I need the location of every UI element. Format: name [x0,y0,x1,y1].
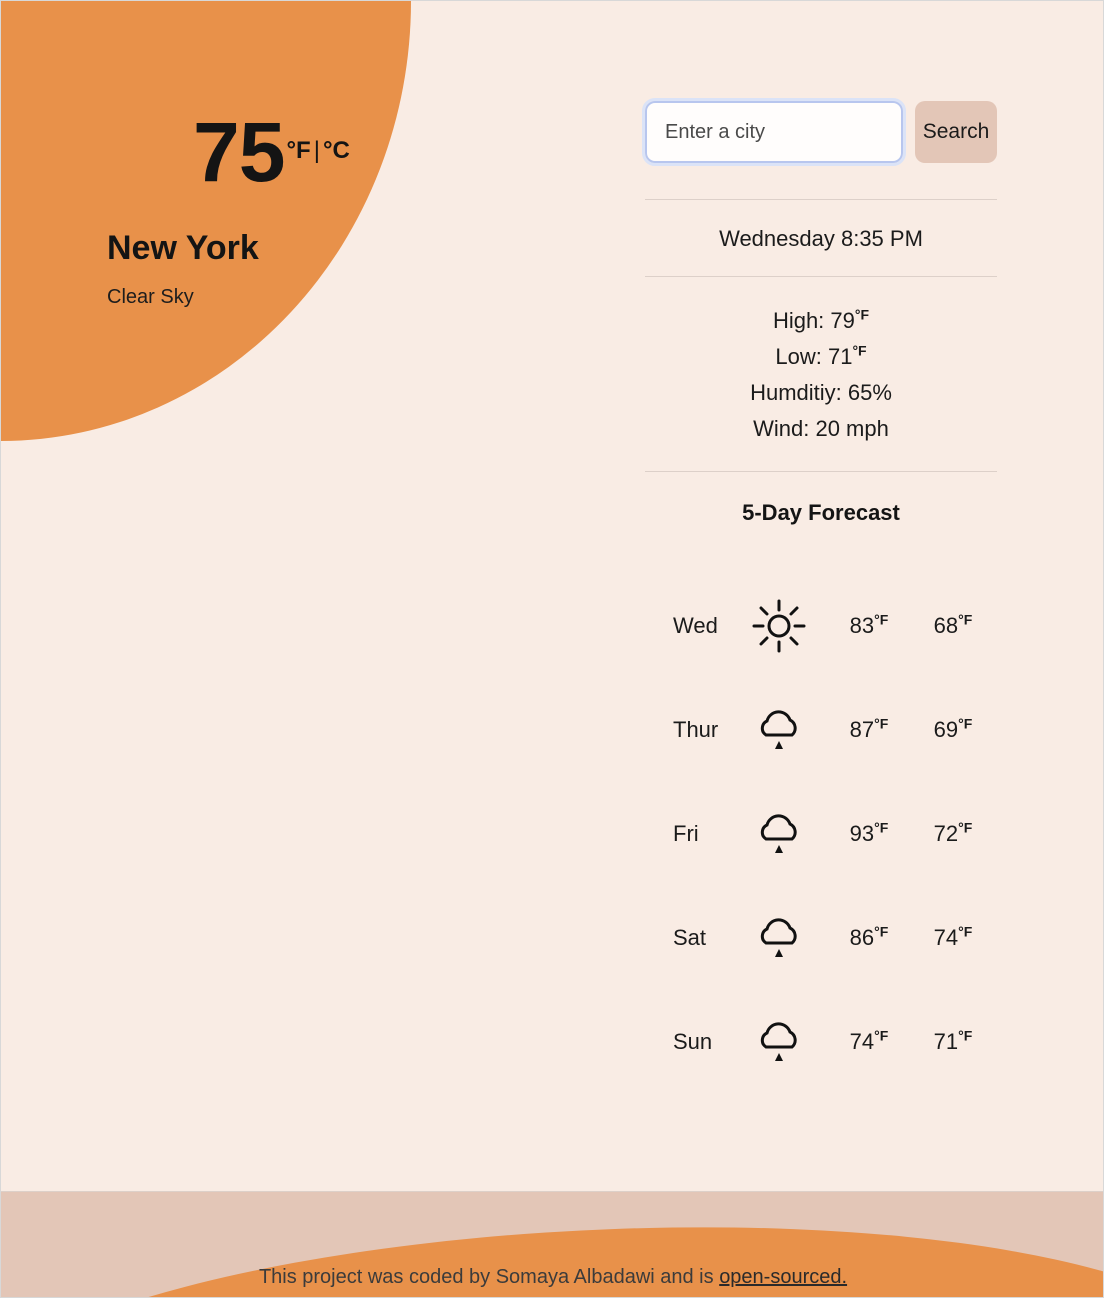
forecast-day-label: Fri [673,821,699,846]
forecast-row [645,678,997,782]
moon-crescent-icon [131,133,187,203]
forecast-title: 5-Day Forecast [742,500,900,525]
forecast-high [827,925,911,951]
footer-credit [1,1266,1104,1289]
forecast-low-value: 72 [933,821,959,846]
current-weather-panel [1,1,621,1191]
unit-separator: | [313,137,320,164]
open-source-link[interactable]: open-sourced. [719,1266,848,1288]
forecast-low-value: 71 [933,1029,959,1054]
search-form [645,101,997,163]
forecast-row [645,574,997,678]
forecast-high-value: 93 [849,821,875,846]
stat-low-label: Low: 71 [775,344,853,369]
forecast-high-value: 74 [849,1029,875,1054]
forecast-high [827,613,911,639]
forecast-high [827,821,911,847]
temperature-value: 75 [193,105,285,199]
footer-separator [1,1191,1104,1192]
forecast-low [911,717,995,743]
forecast-high-unit: °F [874,923,889,940]
forecast-day-label: Sun [673,1029,713,1054]
city-name: New York [107,229,259,267]
rain-cloud-icon [731,805,827,863]
unit-celsius-link[interactable]: °C [322,137,350,164]
forecast-low-unit: °F [958,1027,973,1044]
search-button[interactable]: Search [915,101,997,163]
stat-high-label: High: 79 [772,308,855,333]
forecast-high-value: 87 [849,717,875,742]
forecast-low [911,613,995,639]
rain-cloud-icon [731,701,827,759]
weather-description: Clear Sky [107,286,194,308]
unit-fahrenheit-link[interactable]: °F [286,137,311,164]
forecast-day-label: Wed [673,613,718,638]
forecast-high-unit: °F [874,611,889,628]
unit-toggle[interactable] [286,137,349,165]
stat-wind: Wind: 20 mph [753,416,889,441]
details-panel [645,101,997,1094]
forecast-high-unit: °F [874,1027,889,1044]
forecast-high [827,1029,911,1055]
forecast-high-unit: °F [874,715,889,732]
forecast-low-value: 74 [933,925,959,950]
forecast-row [645,990,997,1094]
stat-low-unit: °F [852,342,867,359]
forecast-row [645,782,997,886]
forecast-high-unit: °F [874,819,889,836]
rain-cloud-icon [731,909,827,967]
weather-stats [645,277,997,471]
stat-low [645,339,997,375]
forecast-low [911,821,995,847]
sun-icon [731,597,827,655]
forecast-low-unit: °F [958,611,973,628]
forecast-low-unit: °F [958,923,973,940]
forecast-day-label: Sat [673,925,707,950]
forecast-row [645,886,997,990]
current-temperature-row [131,105,350,203]
forecast-low-unit: °F [958,819,973,836]
footer-credit-text: This project was coded by Somaya Albadawi and is [258,1266,720,1288]
forecast-high-value: 83 [849,613,875,638]
forecast-high-value: 86 [849,925,875,950]
forecast-low-value: 68 [933,613,959,638]
forecast-low-value: 69 [933,717,959,742]
forecast-low [911,925,995,951]
stat-high-unit: °F [854,306,870,323]
forecast-high [827,717,911,743]
forecast-day-label: Thur [673,717,719,742]
rain-cloud-icon [731,1013,827,1071]
forecast-low [911,1029,995,1055]
forecast-list [645,574,997,1094]
stat-humidity: Humditiy: 65% [750,380,892,405]
forecast-low-unit: °F [958,715,973,732]
stat-high [645,303,997,339]
search-input[interactable] [645,101,903,163]
current-datetime: Wednesday 8:35 PM [719,226,923,251]
